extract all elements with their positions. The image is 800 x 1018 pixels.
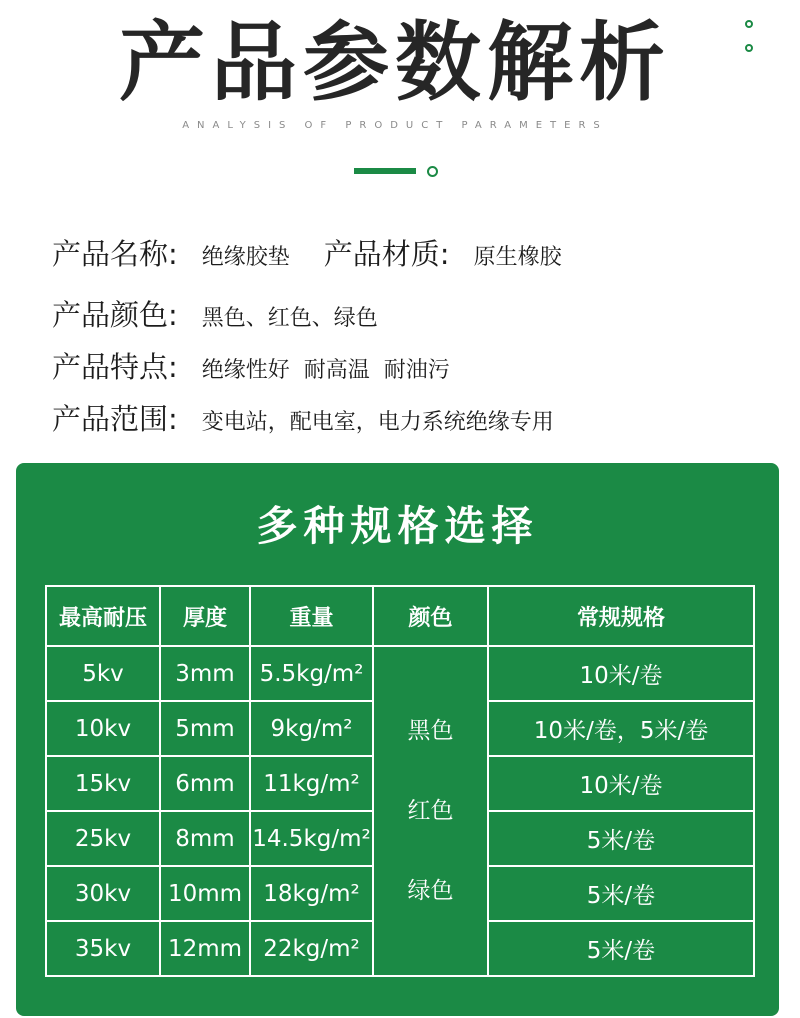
table-row xyxy=(46,646,754,701)
info-row-color xyxy=(52,293,378,334)
spec-cell: 5米/卷 xyxy=(488,921,754,976)
weight-cell: 5.5kg/m² xyxy=(250,646,373,701)
weight-cell: 22kg/m² xyxy=(250,921,373,976)
product-name-value: 绝缘胶垫 xyxy=(201,245,290,270)
product-name-label: 产品名称: xyxy=(52,237,178,271)
page-subtitle: ANALYSIS OF PRODUCT PARAMETERS xyxy=(182,120,608,131)
spec-cell: 5米/卷 xyxy=(488,811,754,866)
spec-cell: 10米/卷 xyxy=(488,646,754,701)
info-row-feature xyxy=(52,345,450,386)
product-color-label: 产品颜色: xyxy=(52,298,178,332)
product-scope-value: 变电站，配电室，电力系统绝缘专用 xyxy=(201,410,554,435)
product-scope-label: 产品范围: xyxy=(52,402,178,436)
product-material-label: 产品材质: xyxy=(323,237,450,271)
color-options-cell xyxy=(373,646,488,976)
voltage-cell: 15kv xyxy=(46,756,160,811)
page-title: 产品参数解析 xyxy=(119,13,671,113)
spec-cell: 5米/卷 xyxy=(488,866,754,921)
thickness-cell: 5mm xyxy=(160,701,250,756)
table-header-row xyxy=(46,586,754,646)
color-option: 绿色 xyxy=(407,878,454,904)
thickness-cell: 6mm xyxy=(160,756,250,811)
title-underline-dot-icon xyxy=(427,166,438,177)
thickness-cell: 3mm xyxy=(160,646,250,701)
column-header: 常规规格 xyxy=(488,586,754,646)
product-feature-label: 产品特点: xyxy=(52,350,178,384)
weight-cell: 18kg/m² xyxy=(250,866,373,921)
product-material-value: 原生橡胶 xyxy=(473,245,562,270)
voltage-cell: 35kv xyxy=(46,921,160,976)
spec-cell: 10米/卷，5米/卷 xyxy=(488,701,754,756)
spec-panel xyxy=(16,463,779,1016)
product-feature-value: 绝缘性好 耐高温 耐油污 xyxy=(201,358,450,383)
spec-panel-title: 多种规格选择 xyxy=(256,502,539,550)
column-header: 重量 xyxy=(250,586,373,646)
weight-cell: 14.5kg/m² xyxy=(250,811,373,866)
voltage-cell: 25kv xyxy=(46,811,160,866)
spec-table xyxy=(45,585,755,977)
thickness-cell: 8mm xyxy=(160,811,250,866)
info-row-name-material xyxy=(52,232,562,273)
product-color-value: 黑色、红色、绿色 xyxy=(201,306,378,331)
info-row-scope xyxy=(52,397,554,438)
voltage-cell: 30kv xyxy=(46,866,160,921)
voltage-cell: 10kv xyxy=(46,701,160,756)
spec-cell: 10米/卷 xyxy=(488,756,754,811)
voltage-cell: 5kv xyxy=(46,646,160,701)
thickness-cell: 10mm xyxy=(160,866,250,921)
weight-cell: 9kg/m² xyxy=(250,701,373,756)
column-header: 颜色 xyxy=(373,586,488,646)
thickness-cell: 12mm xyxy=(160,921,250,976)
color-option: 黑色 xyxy=(407,718,454,744)
color-option: 红色 xyxy=(407,798,454,824)
title-underline-bar xyxy=(354,168,416,174)
column-header: 最高耐压 xyxy=(46,586,160,646)
weight-cell: 11kg/m² xyxy=(250,756,373,811)
column-header: 厚度 xyxy=(160,586,250,646)
